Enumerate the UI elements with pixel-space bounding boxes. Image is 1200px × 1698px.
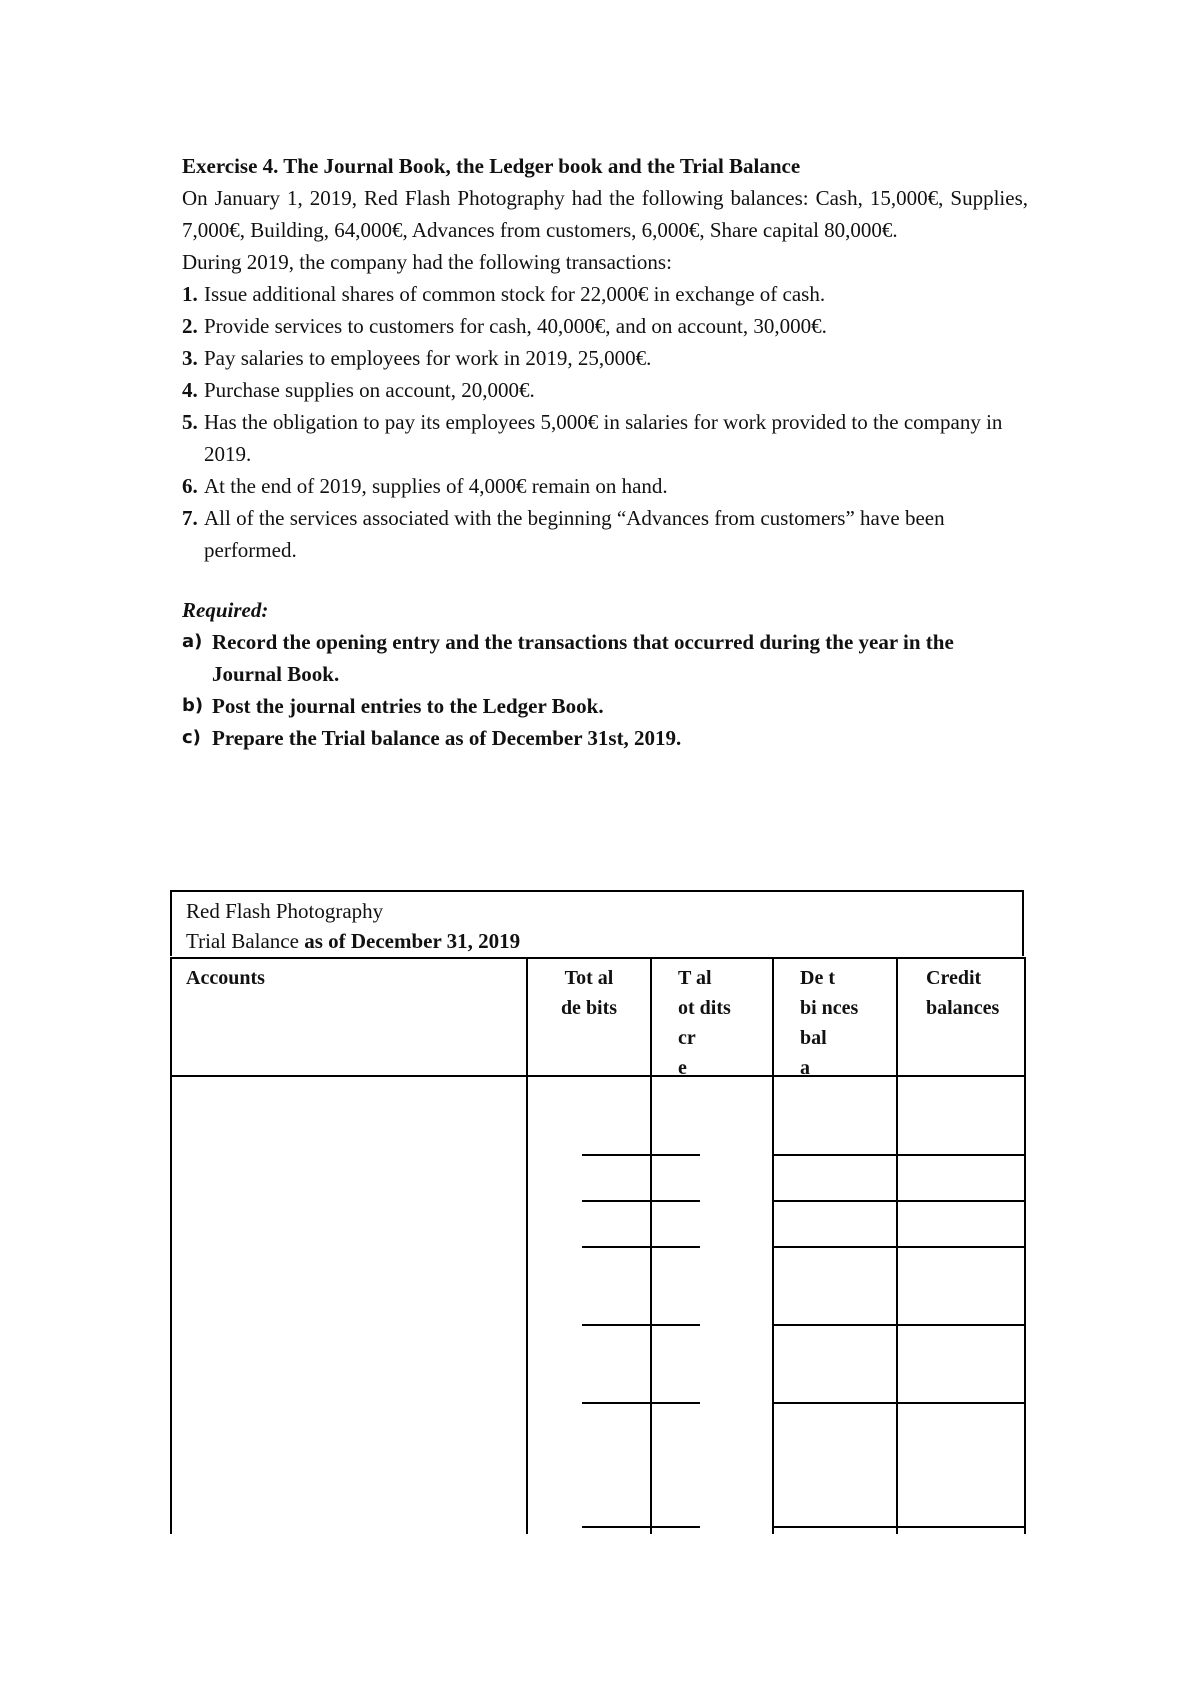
table-rule <box>526 1076 528 1534</box>
table-caption <box>170 890 1024 956</box>
table-rule <box>582 1200 700 1202</box>
table-title: Trial Balance as of December 31, 2019 <box>186 929 521 953</box>
list-item: 2. Provide services to customers for cash, 40,000€, and on account, 30,000€. <box>182 314 827 338</box>
table-rule <box>772 1402 1026 1404</box>
list-item: 6. At the end of 2019, supplies of 4,000€ remain on hand. <box>182 474 668 498</box>
table-rule <box>896 1076 898 1534</box>
table-rule <box>772 1526 1026 1528</box>
table-rule <box>1024 1076 1026 1534</box>
table-rule <box>170 1076 172 1534</box>
table-rule <box>582 1324 700 1326</box>
list-item: a) Record the opening entry and the transactions that occurred during the year in the Journal Book. <box>182 630 954 686</box>
column-header-total-debits: Tot al de bits <box>526 957 650 1077</box>
exercise-title: Exercise 4. The Journal Book, the Ledger book and the Trial Balance <box>182 154 801 178</box>
table-rule <box>772 1246 1026 1248</box>
table-rule <box>582 1526 700 1528</box>
table-rule <box>772 1154 1026 1156</box>
table-rule <box>582 1246 700 1248</box>
transaction-list <box>182 278 1028 566</box>
table-rule <box>772 1200 1026 1202</box>
column-header-credit-balances: Credit balances <box>896 957 1026 1077</box>
list-item: 4. Purchase supplies on account, 20,000€. <box>182 378 535 402</box>
required-label: Required: <box>182 598 269 622</box>
list-item: 3. Pay salaries to employees for work in 2019, 25,000€. <box>182 346 652 370</box>
required-list <box>182 626 1028 754</box>
trial-balance-table <box>170 890 1026 1536</box>
during-paragraph: During 2019, the company had the following transactions: <box>182 250 672 274</box>
list-item: 1. Issue additional shares of common stock for 22,000€ in exchange of cash. <box>182 282 826 306</box>
list-item: c) Prepare the Trial balance as of December 31st, 2019. <box>182 726 682 750</box>
column-header-total-credits: T al ot dits cr e <box>650 957 772 1077</box>
table-rule <box>650 1076 652 1534</box>
table-rule <box>582 1402 700 1404</box>
exercise-text <box>182 150 1028 754</box>
table-rule <box>772 1076 774 1534</box>
list-item: b) Post the journal entries to the Ledger Book. <box>182 694 604 718</box>
company-name: Red Flash Photography <box>186 899 384 923</box>
column-header-accounts: Accounts <box>170 957 526 1077</box>
list-item: 5. Has the obligation to pay its employees 5,000€ in salaries for work provided to the company in 2019. <box>182 410 1003 466</box>
table-rule <box>582 1154 700 1156</box>
intro-paragraph: On January 1, 2019, Red Flash Photography had the following balances: Cash, 15,000€, Supplies, 7,000€, Building, 64,000€, Advances from customers, 6,000€, Share capital 80,000€. <box>182 186 1028 242</box>
table-rule <box>772 1324 1026 1326</box>
column-header-debit-balances: De t bi nces bal a <box>772 957 896 1077</box>
list-item: 7. All of the services associated with the beginning “Advances from customers” have been performed. <box>182 506 945 562</box>
